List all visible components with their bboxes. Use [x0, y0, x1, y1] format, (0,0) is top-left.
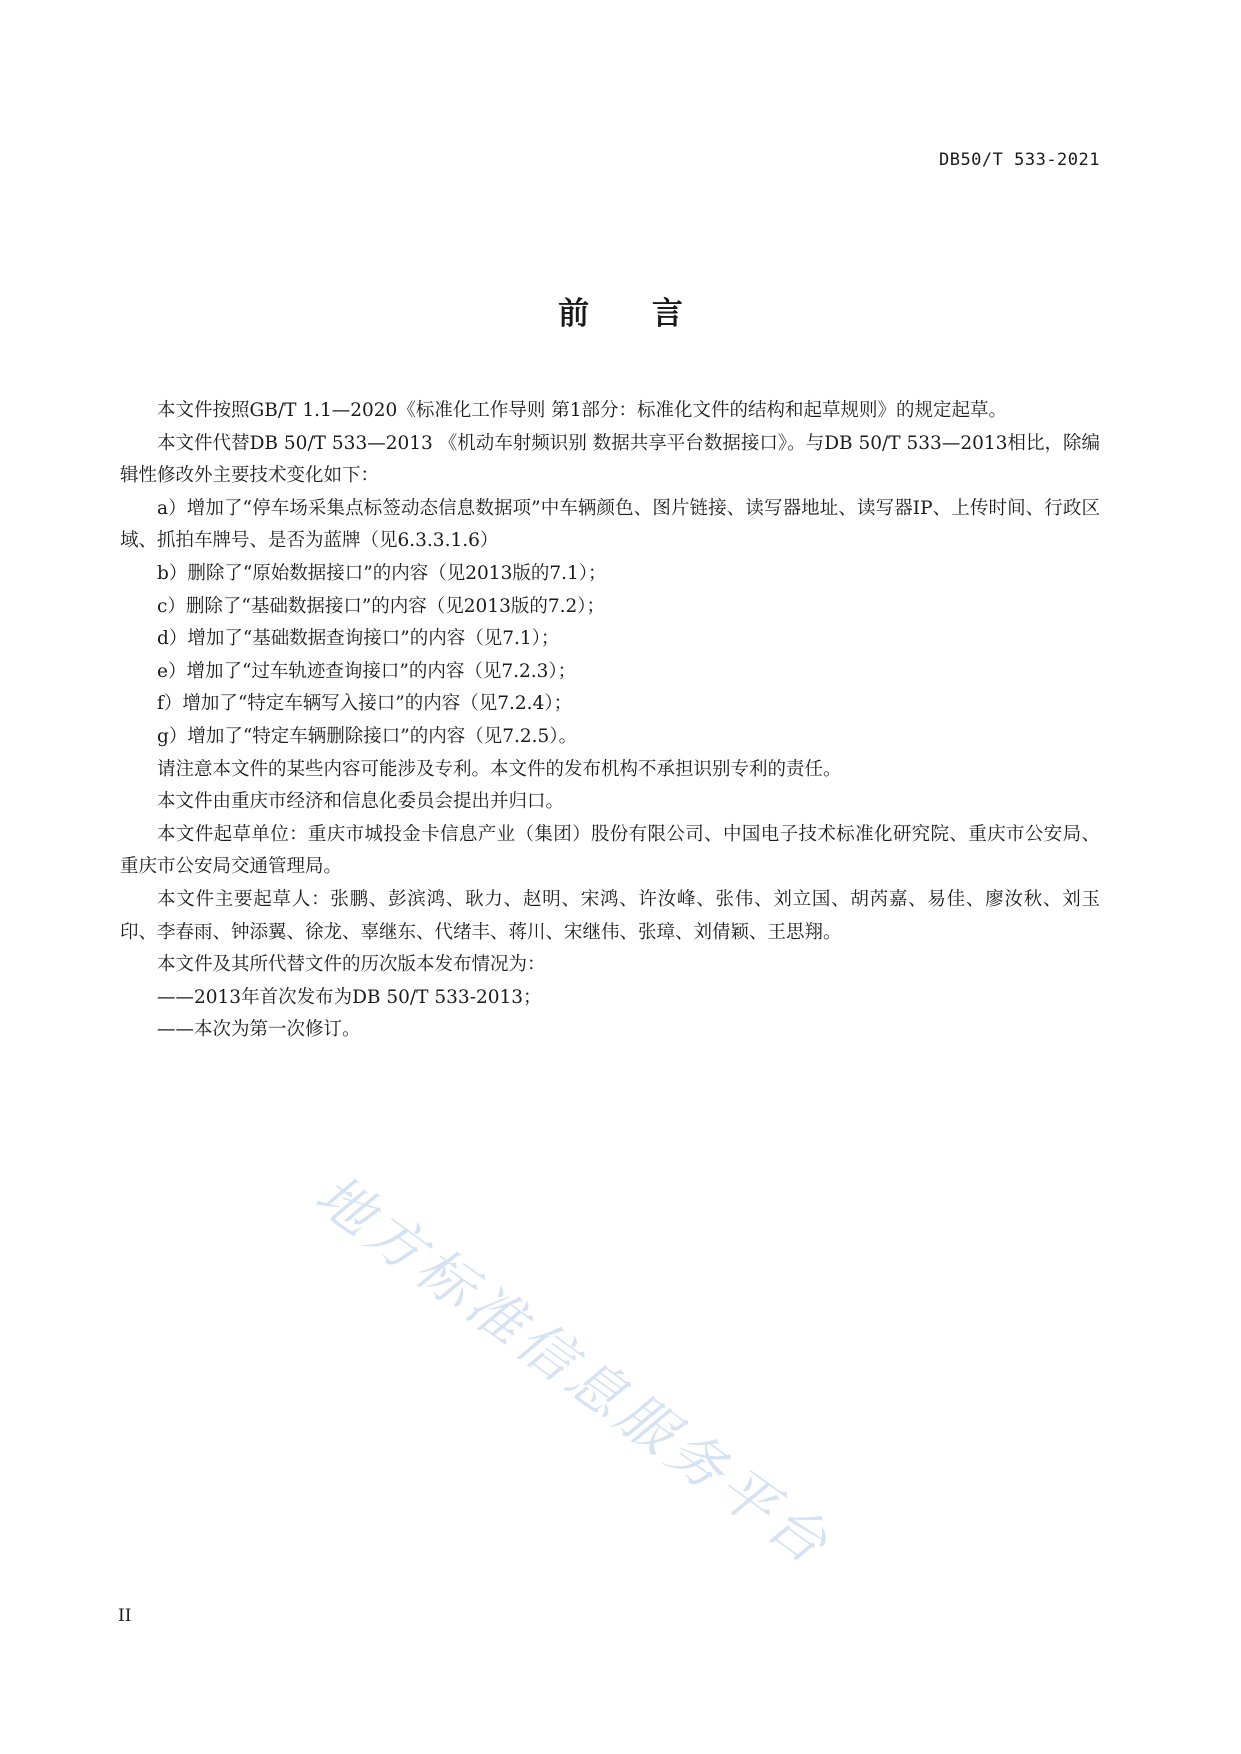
paragraph: 本文件由重庆市经济和信息化委员会提出并归口。 [157, 791, 565, 813]
list-item: a）增加了“停车场采集点标签动态信息数据项”中车辆颜色、图片链接、读写器地址、读写器IP、上传时间、行政区域、抓拍车牌号、是否为蓝牌（见6.3.3.1.6） [120, 497, 1100, 552]
watermark: 地方标准信息服务平台 [303, 1162, 844, 1580]
list-item: c）删除了“基础数据接口”的内容（见2013版的7.2）； [157, 595, 606, 617]
paragraph: 本文件主要起草人：张鹏、彭滨鸿、耿力、赵明、宋鸿、许汝峰、张伟、刘立国、胡芮嘉、易佳、廖汝秋、刘玉印、李春雨、钟添翼、徐龙、辜继东、代绪丰、蒋川、宋继伟、张璋、刘倩颖、王思翔。 [120, 888, 1100, 943]
list-item: b）删除了“原始数据接口”的内容（见2013版的7.1）； [157, 562, 607, 584]
paragraph: 本文件按照GB/T 1.1—2020《标准化工作导则 第1部分：标准化文件的结构和起草规则》的规定起草。 [157, 400, 1007, 421]
list-item: ——本次为第一次修订。 [157, 1019, 361, 1041]
paragraph: 本文件代替DB 50/T 533—2013 《机动车射频识别 数据共享平台数据接口》。与DB 50/T 533—2013相比，除编辑性修改外主要技术变化如下： [120, 432, 1100, 487]
page-title: 前 言 [558, 296, 709, 332]
list-item: e）增加了“过车轨迹查询接口”的内容（见7.2.3）； [157, 660, 577, 682]
list-item: f）增加了“特定车辆写入接口”的内容（见7.2.4）； [157, 693, 573, 715]
list-item: ——2013年首次发布为DB 50/T 533-2013； [157, 986, 542, 1008]
paragraph: 请注意本文件的某些内容可能涉及专利。本文件的发布机构不承担识别专利的责任。 [157, 758, 842, 780]
list-item: g）增加了“特定车辆删除接口”的内容（见7.2.5）。 [157, 725, 578, 747]
document-body [120, 395, 1100, 1047]
document-code: DB50/T 533-2021 [938, 150, 1100, 170]
paragraph: 本文件及其所代替文件的历次版本发布情况为： [157, 954, 546, 976]
page-number: II [118, 1606, 132, 1626]
list-item: d）增加了“基础数据查询接口”的内容（见7.1）； [157, 628, 560, 650]
paragraph: 本文件起草单位：重庆市城投金卡信息产业（集团）股份有限公司、中国电子技术标准化研究院、重庆市公安局、重庆市公安局交通管理局。 [120, 823, 1100, 878]
